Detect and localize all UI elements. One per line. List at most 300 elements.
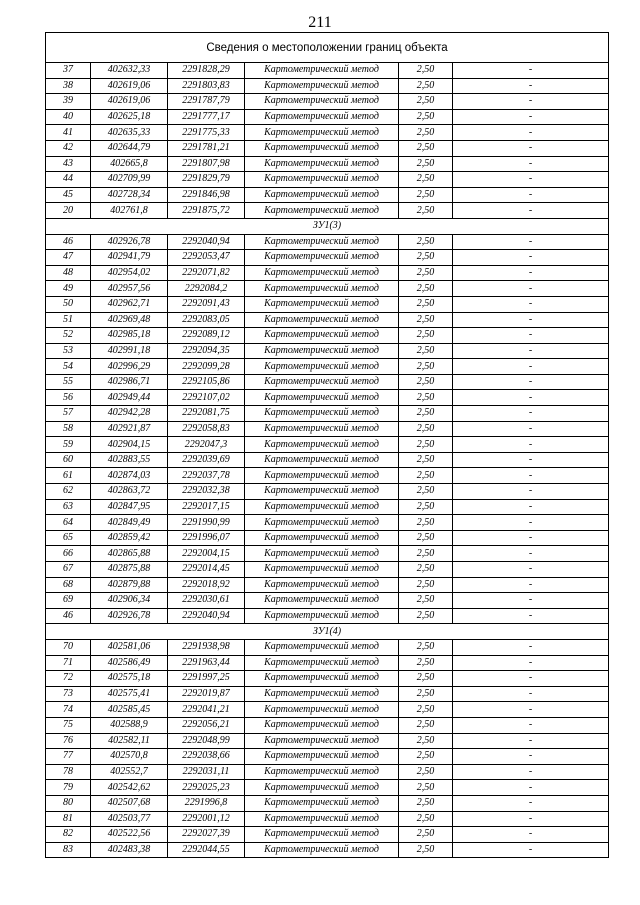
method-cell: Картометрический метод [245, 639, 399, 655]
method-cell: Картометрический метод [245, 811, 399, 827]
point-number: 83 [46, 842, 91, 858]
coordinate-y: 2292053,47 [168, 250, 245, 266]
method-cell: Картометрический метод [245, 343, 399, 359]
description-cell: - [453, 343, 609, 359]
point-number: 74 [46, 702, 91, 718]
coordinate-x: 402847,95 [91, 499, 168, 515]
coordinate-y: 2291807,98 [168, 156, 245, 172]
section-label: ЗУ1(4) [46, 624, 609, 640]
description-cell: - [453, 359, 609, 375]
point-number: 63 [46, 499, 91, 515]
coordinate-y: 2292089,12 [168, 328, 245, 344]
coordinate-y: 2292041,21 [168, 702, 245, 718]
point-number: 81 [46, 811, 91, 827]
coordinate-x: 402883,55 [91, 452, 168, 468]
coordinate-x: 402586,49 [91, 655, 168, 671]
table-row [46, 421, 609, 437]
point-number: 40 [46, 109, 91, 125]
precision-cell: 2,50 [399, 484, 453, 500]
coordinate-x: 402483,38 [91, 842, 168, 858]
description-cell: - [453, 749, 609, 765]
table-row [46, 717, 609, 733]
table-row [46, 187, 609, 203]
description-cell: - [453, 593, 609, 609]
description-cell: - [453, 842, 609, 858]
precision-cell: 2,50 [399, 468, 453, 484]
coordinate-y: 2291781,21 [168, 140, 245, 156]
coordinate-x: 402954,02 [91, 265, 168, 281]
description-cell: - [453, 639, 609, 655]
table-row [46, 484, 609, 500]
table-row [46, 172, 609, 188]
description-cell: - [453, 265, 609, 281]
point-number: 38 [46, 78, 91, 94]
precision-cell: 2,50 [399, 764, 453, 780]
coordinate-y: 2291963,44 [168, 655, 245, 671]
precision-cell: 2,50 [399, 250, 453, 266]
point-number: 66 [46, 546, 91, 562]
coordinate-y: 2291829,79 [168, 172, 245, 188]
precision-cell: 2,50 [399, 577, 453, 593]
method-cell: Картометрический метод [245, 63, 399, 79]
point-number: 49 [46, 281, 91, 297]
description-cell: - [453, 811, 609, 827]
table-row [46, 608, 609, 624]
table-row [46, 203, 609, 219]
precision-cell: 2,50 [399, 749, 453, 765]
method-cell: Картометрический метод [245, 717, 399, 733]
coordinate-y: 2291803,83 [168, 78, 245, 94]
table-row [46, 94, 609, 110]
precision-cell: 2,50 [399, 265, 453, 281]
description-cell: - [453, 686, 609, 702]
coordinate-x: 402625,18 [91, 109, 168, 125]
point-number: 72 [46, 671, 91, 687]
table-row [46, 515, 609, 531]
point-number: 59 [46, 437, 91, 453]
coordinate-y: 2292105,86 [168, 374, 245, 390]
point-number: 46 [46, 234, 91, 250]
method-cell: Картометрический метод [245, 484, 399, 500]
coordinate-y: 2292048,99 [168, 733, 245, 749]
precision-cell: 2,50 [399, 499, 453, 515]
precision-cell: 2,50 [399, 296, 453, 312]
coordinate-y: 2292099,28 [168, 359, 245, 375]
table-row [46, 686, 609, 702]
coordinate-y: 2292040,94 [168, 234, 245, 250]
description-cell: - [453, 109, 609, 125]
coordinate-y: 2292004,15 [168, 546, 245, 562]
coordinate-x: 402552,7 [91, 764, 168, 780]
coordinate-y: 2291828,29 [168, 63, 245, 79]
table-row [46, 733, 609, 749]
coordinate-y: 2291846,98 [168, 187, 245, 203]
precision-cell: 2,50 [399, 671, 453, 687]
description-cell: - [453, 530, 609, 546]
description-cell: - [453, 421, 609, 437]
section-label: ЗУ1(3) [46, 218, 609, 234]
point-number: 39 [46, 94, 91, 110]
table-row [46, 452, 609, 468]
table-row [46, 390, 609, 406]
coordinate-y: 2292039,69 [168, 452, 245, 468]
coordinate-x: 402865,88 [91, 546, 168, 562]
precision-cell: 2,50 [399, 593, 453, 609]
method-cell: Картометрический метод [245, 577, 399, 593]
point-number: 47 [46, 250, 91, 266]
coordinate-x: 402575,18 [91, 671, 168, 687]
coordinate-y: 2292091,43 [168, 296, 245, 312]
table-row [46, 328, 609, 344]
table-row [46, 234, 609, 250]
point-number: 48 [46, 265, 91, 281]
table-row [46, 530, 609, 546]
method-cell: Картометрический метод [245, 452, 399, 468]
description-cell: - [453, 390, 609, 406]
point-number: 65 [46, 530, 91, 546]
coordinate-x: 402942,28 [91, 406, 168, 422]
point-number: 55 [46, 374, 91, 390]
point-number: 46 [46, 608, 91, 624]
description-cell: - [453, 203, 609, 219]
point-number: 78 [46, 764, 91, 780]
precision-cell: 2,50 [399, 156, 453, 172]
method-cell: Картометрический метод [245, 437, 399, 453]
precision-cell: 2,50 [399, 109, 453, 125]
precision-cell: 2,50 [399, 63, 453, 79]
point-number: 77 [46, 749, 91, 765]
coordinate-x: 402941,79 [91, 250, 168, 266]
point-number: 53 [46, 343, 91, 359]
description-cell: - [453, 312, 609, 328]
method-cell: Картометрический метод [245, 764, 399, 780]
coordinate-y: 2292044,55 [168, 842, 245, 858]
coordinate-x: 402728,34 [91, 187, 168, 203]
coordinate-x: 402962,71 [91, 296, 168, 312]
method-cell: Картометрический метод [245, 172, 399, 188]
coordinate-y: 2292030,61 [168, 593, 245, 609]
coordinate-y: 2292071,82 [168, 265, 245, 281]
description-cell: - [453, 250, 609, 266]
coordinate-y: 2292018,92 [168, 577, 245, 593]
precision-cell: 2,50 [399, 172, 453, 188]
coordinate-x: 402570,8 [91, 749, 168, 765]
point-number: 58 [46, 421, 91, 437]
coordinate-x: 402503,77 [91, 811, 168, 827]
coordinate-y: 2292056,21 [168, 717, 245, 733]
coordinate-y: 2291777,17 [168, 109, 245, 125]
coordinate-y: 2292017,15 [168, 499, 245, 515]
table-row [46, 312, 609, 328]
description-cell: - [453, 717, 609, 733]
coordinate-x: 402635,33 [91, 125, 168, 141]
description-cell: - [453, 140, 609, 156]
description-cell: - [453, 78, 609, 94]
description-cell: - [453, 187, 609, 203]
table-row [46, 374, 609, 390]
precision-cell: 2,50 [399, 312, 453, 328]
coordinate-y: 2291775,33 [168, 125, 245, 141]
precision-cell: 2,50 [399, 374, 453, 390]
description-cell: - [453, 172, 609, 188]
precision-cell: 2,50 [399, 515, 453, 531]
coordinate-y: 2292032,38 [168, 484, 245, 500]
coordinate-x: 402581,06 [91, 639, 168, 655]
method-cell: Картометрический метод [245, 733, 399, 749]
method-cell: Картометрический метод [245, 515, 399, 531]
table-row [46, 577, 609, 593]
point-number: 61 [46, 468, 91, 484]
coordinate-x: 402588,9 [91, 717, 168, 733]
description-cell: - [453, 702, 609, 718]
method-cell: Картометрический метод [245, 374, 399, 390]
point-number: 76 [46, 733, 91, 749]
table-title: Сведения о местоположении границ объекта [46, 33, 609, 63]
coordinate-y: 2292083,05 [168, 312, 245, 328]
method-cell: Картометрический метод [245, 499, 399, 515]
method-cell: Картометрический метод [245, 655, 399, 671]
method-cell: Картометрический метод [245, 328, 399, 344]
table-row [46, 546, 609, 562]
coordinate-y: 2291990,99 [168, 515, 245, 531]
method-cell: Картометрический метод [245, 125, 399, 141]
coordinate-y: 2292107,02 [168, 390, 245, 406]
coordinate-x: 402879,88 [91, 577, 168, 593]
point-number: 43 [46, 156, 91, 172]
coordinate-x: 402996,29 [91, 359, 168, 375]
precision-cell: 2,50 [399, 717, 453, 733]
description-cell: - [453, 452, 609, 468]
coordinate-x: 402619,06 [91, 94, 168, 110]
method-cell: Картометрический метод [245, 421, 399, 437]
description-cell: - [453, 827, 609, 843]
description-cell: - [453, 795, 609, 811]
description-cell: - [453, 94, 609, 110]
table-row [46, 468, 609, 484]
table-row [46, 125, 609, 141]
method-cell: Картометрический метод [245, 156, 399, 172]
coordinate-y: 2292025,23 [168, 780, 245, 796]
coordinate-x: 402986,71 [91, 374, 168, 390]
table-row [46, 406, 609, 422]
method-cell: Картометрический метод [245, 109, 399, 125]
coordinate-y: 2292040,94 [168, 608, 245, 624]
table-row [46, 811, 609, 827]
coordinate-y: 2291875,72 [168, 203, 245, 219]
coordinate-x: 402957,56 [91, 281, 168, 297]
precision-cell: 2,50 [399, 795, 453, 811]
coordinate-x: 402644,79 [91, 140, 168, 156]
method-cell: Картометрический метод [245, 234, 399, 250]
point-number: 57 [46, 406, 91, 422]
coordinate-x: 402632,33 [91, 63, 168, 79]
point-number: 42 [46, 140, 91, 156]
coordinate-y: 2292031,11 [168, 764, 245, 780]
coordinate-y: 2291938,98 [168, 639, 245, 655]
precision-cell: 2,50 [399, 842, 453, 858]
coordinate-y: 2292019,87 [168, 686, 245, 702]
precision-cell: 2,50 [399, 811, 453, 827]
table-row [46, 343, 609, 359]
coordinate-x: 402991,18 [91, 343, 168, 359]
section-header-row [46, 218, 609, 234]
precision-cell: 2,50 [399, 655, 453, 671]
table-row [46, 827, 609, 843]
table-row [46, 78, 609, 94]
description-cell: - [453, 468, 609, 484]
table-row [46, 655, 609, 671]
method-cell: Картометрический метод [245, 187, 399, 203]
point-number: 75 [46, 717, 91, 733]
coordinate-y: 2292001,12 [168, 811, 245, 827]
point-number: 56 [46, 390, 91, 406]
description-cell: - [453, 281, 609, 297]
point-number: 79 [46, 780, 91, 796]
precision-cell: 2,50 [399, 733, 453, 749]
method-cell: Картометрический метод [245, 780, 399, 796]
method-cell: Картометрический метод [245, 265, 399, 281]
precision-cell: 2,50 [399, 421, 453, 437]
coordinate-x: 402875,88 [91, 562, 168, 578]
method-cell: Картометрический метод [245, 562, 399, 578]
point-number: 45 [46, 187, 91, 203]
point-number: 44 [46, 172, 91, 188]
point-number: 70 [46, 639, 91, 655]
point-number: 37 [46, 63, 91, 79]
precision-cell: 2,50 [399, 406, 453, 422]
coordinate-x: 402969,48 [91, 312, 168, 328]
coordinate-x: 402985,18 [91, 328, 168, 344]
precision-cell: 2,50 [399, 359, 453, 375]
coordinate-x: 402507,68 [91, 795, 168, 811]
coordinate-x: 402904,15 [91, 437, 168, 453]
table-row [46, 702, 609, 718]
table-row [46, 795, 609, 811]
coordinate-x: 402542,62 [91, 780, 168, 796]
description-cell: - [453, 296, 609, 312]
precision-cell: 2,50 [399, 94, 453, 110]
coordinate-x: 402585,45 [91, 702, 168, 718]
coordinate-y: 2291996,8 [168, 795, 245, 811]
point-number: 82 [46, 827, 91, 843]
description-cell: - [453, 733, 609, 749]
description-cell: - [453, 374, 609, 390]
description-cell: - [453, 546, 609, 562]
coordinate-x: 402863,72 [91, 484, 168, 500]
coordinate-x: 402761,8 [91, 203, 168, 219]
description-cell: - [453, 608, 609, 624]
precision-cell: 2,50 [399, 78, 453, 94]
method-cell: Картометрический метод [245, 203, 399, 219]
method-cell: Картометрический метод [245, 359, 399, 375]
table-row [46, 156, 609, 172]
precision-cell: 2,50 [399, 608, 453, 624]
coordinate-y: 2292038,66 [168, 749, 245, 765]
method-cell: Картометрический метод [245, 390, 399, 406]
precision-cell: 2,50 [399, 530, 453, 546]
description-cell: - [453, 484, 609, 500]
point-number: 64 [46, 515, 91, 531]
method-cell: Картометрический метод [245, 140, 399, 156]
table-row [46, 281, 609, 297]
table-row [46, 499, 609, 515]
coordinate-x: 402949,44 [91, 390, 168, 406]
point-number: 71 [46, 655, 91, 671]
precision-cell: 2,50 [399, 780, 453, 796]
precision-cell: 2,50 [399, 125, 453, 141]
table-row [46, 842, 609, 858]
coordinate-x: 402709,99 [91, 172, 168, 188]
description-cell: - [453, 515, 609, 531]
point-number: 62 [46, 484, 91, 500]
precision-cell: 2,50 [399, 234, 453, 250]
point-number: 68 [46, 577, 91, 593]
coordinate-x: 402906,34 [91, 593, 168, 609]
method-cell: Картометрический метод [245, 827, 399, 843]
table-row [46, 671, 609, 687]
method-cell: Картометрический метод [245, 795, 399, 811]
boundary-table-body [46, 33, 609, 858]
description-cell: - [453, 562, 609, 578]
precision-cell: 2,50 [399, 328, 453, 344]
coordinate-x: 402619,06 [91, 78, 168, 94]
table-row [46, 562, 609, 578]
description-cell: - [453, 406, 609, 422]
coordinate-y: 2292037,78 [168, 468, 245, 484]
table-title-row [46, 33, 609, 63]
method-cell: Картометрический метод [245, 296, 399, 312]
coordinate-y: 2292027,39 [168, 827, 245, 843]
method-cell: Картометрический метод [245, 842, 399, 858]
table-row [46, 764, 609, 780]
point-number: 54 [46, 359, 91, 375]
coordinate-y: 2292014,45 [168, 562, 245, 578]
description-cell: - [453, 125, 609, 141]
description-cell: - [453, 156, 609, 172]
description-cell: - [453, 499, 609, 515]
description-cell: - [453, 437, 609, 453]
table-row [46, 780, 609, 796]
point-number: 67 [46, 562, 91, 578]
point-number: 69 [46, 593, 91, 609]
precision-cell: 2,50 [399, 562, 453, 578]
point-number: 73 [46, 686, 91, 702]
coordinate-y: 2292047,3 [168, 437, 245, 453]
precision-cell: 2,50 [399, 203, 453, 219]
description-cell: - [453, 63, 609, 79]
precision-cell: 2,50 [399, 452, 453, 468]
precision-cell: 2,50 [399, 546, 453, 562]
precision-cell: 2,50 [399, 343, 453, 359]
description-cell: - [453, 764, 609, 780]
method-cell: Картометрический метод [245, 530, 399, 546]
point-number: 20 [46, 203, 91, 219]
table-row [46, 359, 609, 375]
coordinate-x: 402582,11 [91, 733, 168, 749]
method-cell: Картометрический метод [245, 593, 399, 609]
coordinate-x: 402859,42 [91, 530, 168, 546]
table-row [46, 593, 609, 609]
precision-cell: 2,50 [399, 187, 453, 203]
method-cell: Картометрический метод [245, 468, 399, 484]
coordinate-y: 2292094,35 [168, 343, 245, 359]
coordinate-x: 402874,03 [91, 468, 168, 484]
precision-cell: 2,50 [399, 639, 453, 655]
coordinate-x: 402921,87 [91, 421, 168, 437]
point-number: 60 [46, 452, 91, 468]
method-cell: Картометрический метод [245, 546, 399, 562]
table-row [46, 749, 609, 765]
